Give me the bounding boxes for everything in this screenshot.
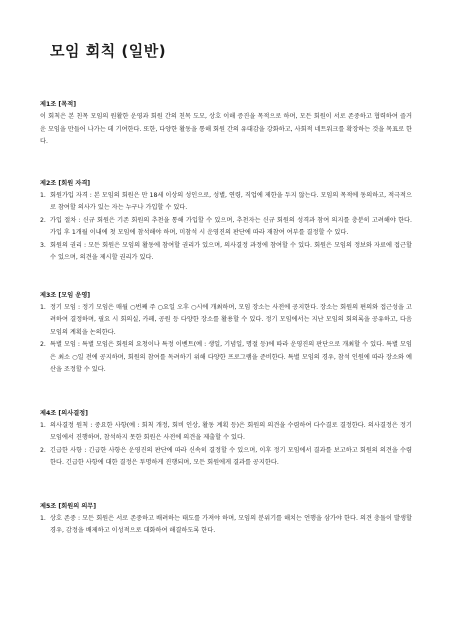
item-text: 회원의 권리 : 모든 회원은 모임의 활동에 참여할 권리가 있으며, 의사결정 과정에 참여할 수 있다. 회원은 모임의 정보와 자료에 접근할 수 있으며, 의견을 제시할 권리가 있다. — [50, 241, 412, 261]
item-text: 의사결정 원칙 : 중요한 사항(예 : 회칙 개정, 회비 인상, 활동 계획 등)은 회원의 의견을 수렴하여 다수결로 결정한다. 의사결정은 정기 모임에서 진행하며, 참석하지 못한 회원은 사전에 의견을 제출할 수 있다. — [50, 421, 412, 441]
article-5-duties — [40, 502, 412, 538]
article-4-decision — [40, 409, 412, 470]
item-text: 상호 존중 : 모든 회원은 서로 존중하고 배려하는 태도를 가져야 하며, 모임의 분위기를 해치는 언행을 삼가야 한다. 의견 충돌이 발생할 경우, 감정을 배제하고 이성적으로 대화하여 해결하도록 한다. — [50, 514, 412, 534]
article-3-operation — [40, 291, 412, 377]
article-1-purpose — [40, 100, 412, 149]
article-heading: 제3조 [모임 운영] — [40, 291, 91, 299]
list-item — [40, 339, 412, 377]
list-item — [40, 240, 412, 265]
article-heading: 제2조 [회원 자격] — [40, 179, 91, 187]
article-heading: 제5조 [회원의 의무] — [40, 502, 97, 510]
item-number: 1. — [40, 303, 46, 311]
item-text: 회원가입 자격 : 본 모임의 회원은 만 18세 이상의 성인으로, 성별, 연령, 직업에 제한을 두지 않는다. 모임의 목적에 동의하고, 적극적으로 참여할 의사가 있는 자는 누구나 가입할 수 있다. — [50, 191, 412, 211]
article-2-membership — [40, 179, 412, 265]
item-number: 2. — [40, 216, 46, 224]
list-item — [40, 445, 412, 470]
list-item — [40, 513, 412, 538]
item-number: 2. — [40, 341, 46, 348]
article-paragraph: 이 회칙은 본 친목 모임의 원활한 운영과 회원 간의 친목 도모, 상호 이해 증진을 목적으로 하며, 모든 회원이 서로 존중하고 협력하여 즐거운 모임을 만들어 나가는 데 기여한다. 또한, 다양한 활동을 통해 회원 간의 유대감을 강화하고, 사회적 네트워크를 확장하는 것을 목표로 한다. — [40, 113, 413, 145]
document-body — [40, 100, 412, 538]
list-item — [40, 420, 412, 445]
list-item — [40, 215, 412, 240]
article-heading: 제1조 [목적] — [40, 101, 77, 108]
item-text: 정기 모임 : 정기 모임은 매월 ○번째 주 ○요일 오후 ○시에 개최하며, 모임 장소는 사전에 공지한다. 장소는 회원의 편의와 접근성을 고려하여 결정하며, 필요 시 회의실, 카페, 공원 등 다양한 장소를 활용할 수 있다. 정기 모임에서는 지난 모임의 회의록을 공유하고, 다음 모임의 계획을 논의한다. — [50, 303, 412, 336]
item-number: 1. — [40, 514, 46, 522]
item-text: 가입 절차 : 신규 회원은 기존 회원의 추천을 통해 가입할 수 있으며, 추천자는 신규 회원의 성격과 참여 의지를 충분히 고려해야 한다. 가입 후 1개월 이내에 첫 모임에 참석해야 하며, 미참석 시 운영진의 판단에 따라 재참여 여부를 결정할 수 있다. — [50, 216, 412, 236]
item-text: 긴급한 사항 : 긴급한 사항은 운영진의 판단에 따라 신속히 결정할 수 있으며, 이후 정기 모임에서 결과를 보고하고 회원의 의견을 수렴한다. 긴급한 사항에 대한 결정은 투명하게 진행되며, 모든 회원에게 결과를 공지한다. — [50, 446, 412, 466]
list-item — [40, 190, 412, 215]
item-number: 3. — [40, 241, 46, 249]
article-heading: 제4조 [의사결정] — [40, 409, 88, 417]
item-text: 특별 모임 : 특별 모임은 회원의 요청이나 특정 이벤트(예 : 생일, 기념일, 명절 등)에 따라 운영진의 판단으로 개최할 수 있다. 특별 모임은 최소 ○일 전에 공지하며, 회원의 참여를 독려하기 위해 다양한 프로그램을 준비한다. 특별 모임의 경우, 참석 인원에 따라 장소와 예산을 조정할 수 있다. — [50, 341, 412, 373]
item-number: 2. — [40, 446, 46, 454]
document-title: 모임 회칙 (일반) — [50, 42, 167, 60]
item-number: 1. — [40, 191, 46, 199]
list-item — [40, 302, 412, 340]
item-number: 1. — [40, 421, 46, 429]
